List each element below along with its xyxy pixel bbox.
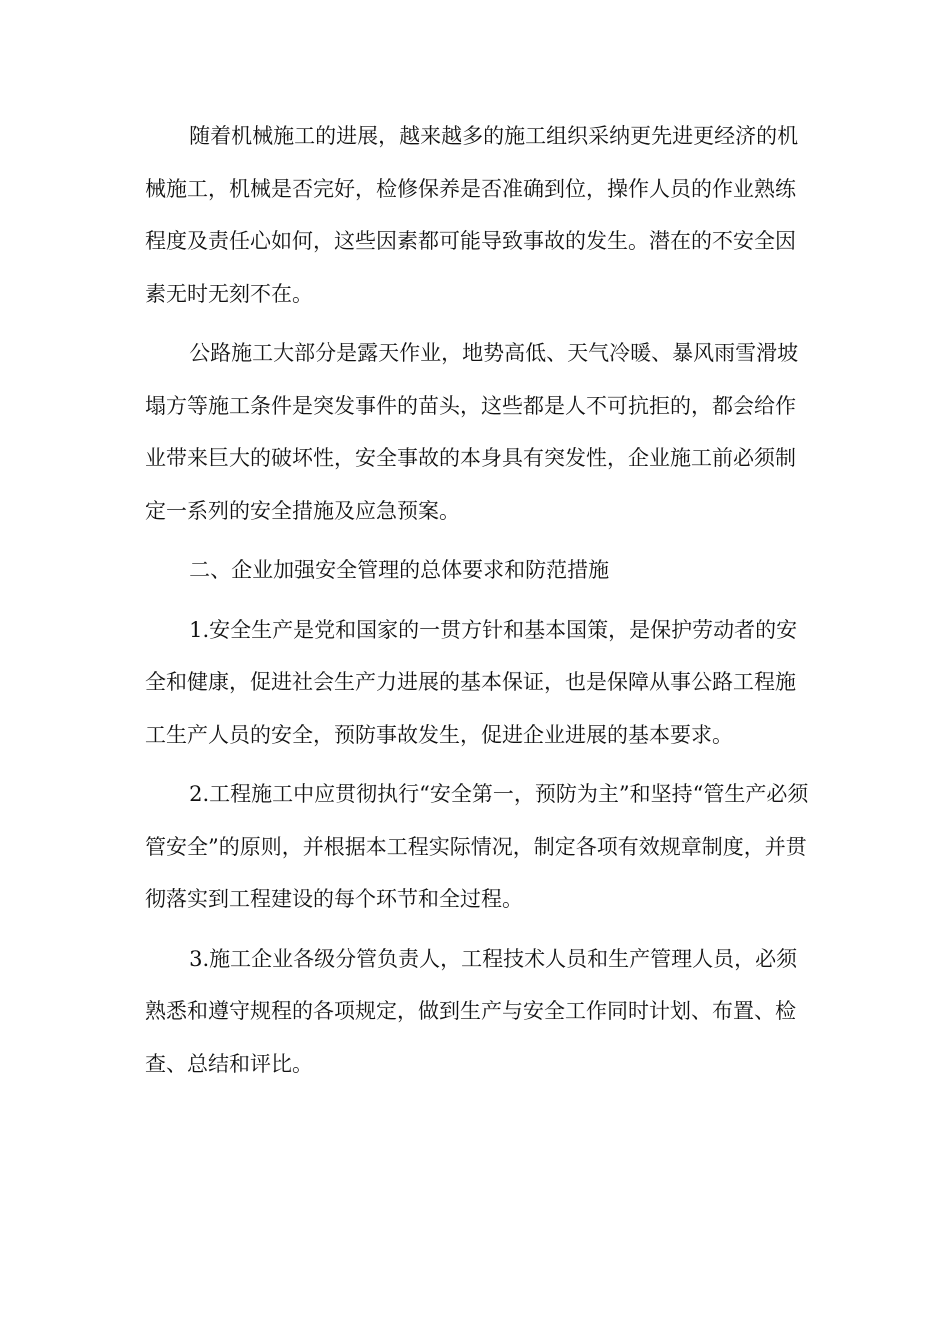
document-body: [145, 110, 810, 1090]
paragraph-item-2: 2.工程施工中应贯彻执行“安全第一，预防为主”和坚持“管生产必须管安全”的原则，并根据本工程实际情况，制定各项有效规章制度，并贯彻落实到工程建设的每个环节和全过程。: [145, 782, 809, 911]
paragraph-item-3: 3.施工企业各级分管负责人，工程技术人员和生产管理人员，必须熟悉和遵守规程的各项规定，做到生产与安全工作同时计划、布置、检查、总结和评比。: [145, 946, 798, 1076]
paragraph-outdoor-work: 公路施工大部分是露天作业，地势高低、天气冷暖、暴风雨雪滑坡塌方等施工条件是突发事件的苗头，这些都是人不可抗拒的，都会给作业带来巨大的破坏性，安全事故的本身具有突发性，企业施工前必须制定一系列的安全措施及应急预案。: [145, 341, 799, 523]
section-heading-safety-management: 二、企业加强安全管理的总体要求和防范措施: [189, 558, 610, 582]
paragraph-item-1: 1.安全生产是党和国家的一贯方针和基本国策，是保护劳动者的安全和健康，促进社会生产力进展的基本保证，也是保障从事公路工程施工生产人员的安全，预防事故发生，促进企业进展的基本要求。: [145, 617, 798, 747]
paragraph-machinery-construction: 随着机械施工的进展，越来越多的施工组织采纳更先进更经济的机械施工，机械是否完好，检修保养是否准确到位，操作人员的作业熟练程度及责任心如何，这些因素都可能导致事故的发生。潜在的不安全因素无时无刻不在。: [145, 124, 799, 306]
